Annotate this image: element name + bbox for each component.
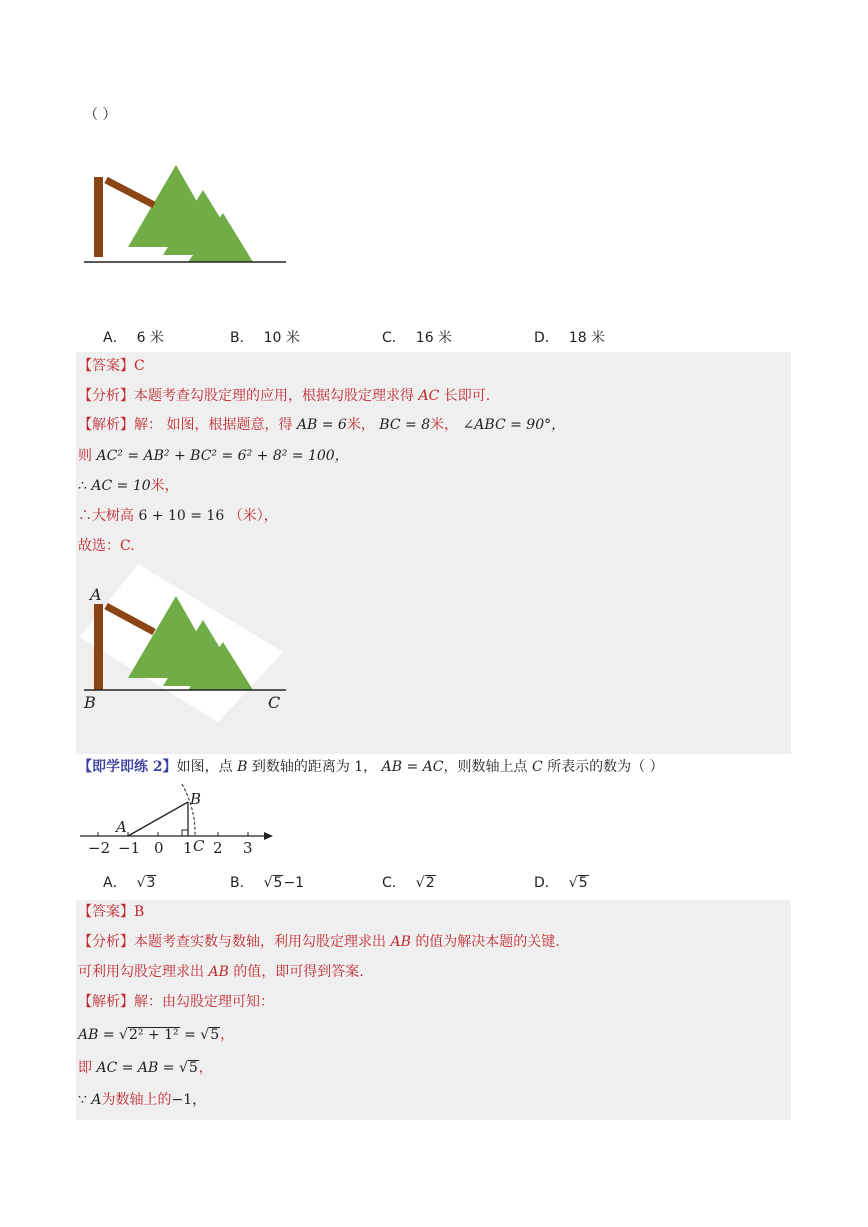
- q1-analysis-line: 【分析】本题考查勾股定理的应用，根据勾股定理求得 AC 长即可.: [78, 388, 491, 404]
- option-b[interactable]: B． √5−1: [230, 875, 305, 891]
- q2-because-line: ∵ A为数轴上的−1，: [78, 1092, 207, 1108]
- tick-label: 2: [213, 839, 223, 857]
- q1-choose-line: 故选：C.: [78, 538, 135, 554]
- q2-analysis-line-2: 可利用勾股定理求出 AB 的值，即可得到答案.: [78, 964, 364, 980]
- option-d[interactable]: D． 18 米: [534, 330, 606, 346]
- axis-arrow: [264, 832, 273, 840]
- tree-trunk: [94, 177, 103, 257]
- q1-height-line: ∴大树高 6 + 10 = 16 （米），: [78, 508, 278, 524]
- point-a-label: A: [116, 818, 127, 836]
- q1-tree-figure: [78, 155, 298, 270]
- q1-answer-line: 【答案】C: [78, 358, 145, 374]
- point-c-label: C: [268, 693, 281, 712]
- q2-number-line-figure: [78, 780, 278, 860]
- q2-question-line: 【即学即练 2】如图，点 B 到数轴的距离为 1， AB = AC，则数轴上点 C 所表示的数为（ ）: [78, 759, 664, 775]
- tick-label: 1: [183, 839, 193, 857]
- point-c-label: C: [193, 837, 205, 855]
- segment-ab: [128, 802, 188, 836]
- tick-label: −1: [118, 839, 141, 857]
- point-b-label: B: [190, 790, 202, 808]
- q1-solution-figure: [78, 562, 298, 722]
- tick-label: 3: [243, 839, 253, 857]
- q1-solution-line: 【解析】解： 如图，根据题意，得 AB = 6米， BC = 8米， ∠ABC = 90°，: [78, 417, 566, 433]
- option-b[interactable]: B． 10 米: [230, 330, 300, 346]
- point-a-label: A: [90, 585, 102, 604]
- question-bracket: （ ）: [84, 107, 117, 123]
- q2-ac-line: 即 AC = AB = √5，: [78, 1060, 213, 1076]
- option-c[interactable]: C． √2: [382, 875, 435, 891]
- q1-pythagoras-line: 则 AC² = AB² + BC² = 6² + 8² = 100，: [78, 448, 349, 464]
- option-a[interactable]: A． √3: [103, 875, 156, 891]
- point-b-label: B: [84, 693, 96, 712]
- broken-trunk-top: [106, 180, 154, 205]
- q2-ab-calc-line: AB = √2² + 1² = √5，: [78, 1027, 235, 1043]
- option-a[interactable]: A． 6 米: [103, 330, 164, 346]
- q2-analysis-line: 【分析】本题考查实数与数轴，利用勾股定理求出 AB 的值为解决本题的关键.: [78, 934, 560, 950]
- option-d[interactable]: D． √5: [534, 875, 588, 891]
- q2-answer-line: 【答案】B: [78, 904, 145, 920]
- q1-ac-line: ∴ AC = 10米，: [78, 478, 179, 494]
- q2-solution-line: 【解析】解：由勾股定理可知：: [78, 994, 274, 1010]
- tick-label: −2: [88, 839, 111, 857]
- option-c[interactable]: C． 16 米: [382, 330, 453, 346]
- tick-label: 0: [154, 839, 164, 857]
